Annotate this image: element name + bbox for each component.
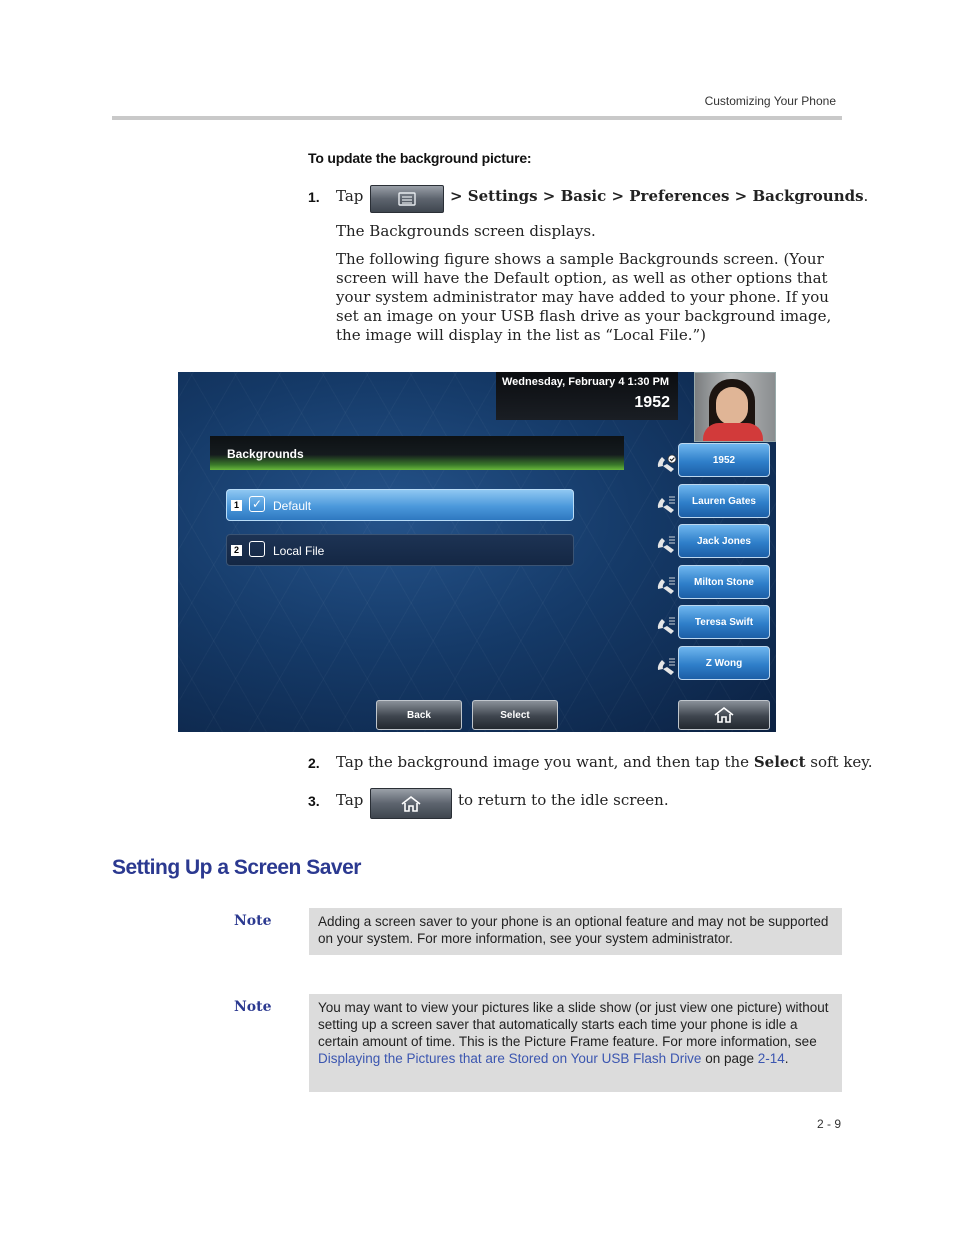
page-link[interactable]: 2-14 [757, 1051, 785, 1066]
step-3-text: to return to the idle screen. [458, 791, 669, 809]
status-date-time: Wednesday, February 4 1:30 PM [502, 376, 670, 388]
backgrounds-displays-text: The Backgrounds screen displays. [336, 222, 596, 240]
handset-icon [655, 614, 677, 636]
home-soft-key[interactable] [678, 700, 770, 730]
home-icon [713, 706, 735, 724]
line-key-lauren-gates[interactable]: Lauren Gates [678, 484, 770, 518]
home-icon [400, 795, 422, 813]
item-label: Default [273, 499, 312, 513]
handset-icon [655, 574, 677, 596]
home-button-image [370, 788, 452, 819]
procedure-title: To update the background picture: [308, 150, 532, 166]
section-heading: Setting Up a Screen Saver [112, 856, 361, 879]
background-item-default[interactable] [226, 489, 574, 521]
checkbox-checked-icon[interactable]: ✓ [249, 496, 265, 512]
line-key-z-wong[interactable]: Z Wong [678, 646, 770, 680]
menu-icon [398, 192, 416, 206]
note-text: You may want to view your pictures like a slide show (or just view one picture) without setting up a screen saver that automatically starts each time your phone is idle a certain amount of time. This is the Picture Frame feature. For more information, see [318, 1000, 829, 1049]
background-item-local-file[interactable] [226, 534, 574, 566]
header-rule [112, 116, 842, 120]
page-number: 2 - 9 [816, 1117, 841, 1131]
note-text: on page [701, 1051, 758, 1066]
note-box: Adding a screen saver to your phone is an optional feature and may not be supported on your system. For more information, see your system administrator. [309, 908, 842, 955]
step-1 [308, 187, 320, 206]
item-label: Local File [273, 544, 325, 558]
note-text: . [784, 1051, 789, 1066]
step-2-number: 2. [308, 755, 320, 771]
step-1-tap-word: Tap [336, 187, 364, 205]
step-2-text-after: soft key. [805, 753, 873, 771]
back-soft-key[interactable]: Back [376, 700, 462, 730]
note-label: Note [234, 913, 272, 929]
handset-icon [655, 493, 677, 515]
line-key-teresa-swift[interactable]: Teresa Swift [678, 605, 770, 639]
step-2 [308, 753, 320, 772]
handset-active-icon [655, 452, 677, 474]
running-head: Customizing Your Phone [704, 94, 836, 108]
contact-photo [694, 372, 776, 442]
step-2-text-before: Tap the background image you want, and then tap the [336, 753, 754, 771]
step-1-path: > Settings > Basic > Preferences > Backgrounds [450, 187, 864, 205]
usb-pictures-link[interactable]: Displaying the Pictures that are Stored on Your USB Flash Drive [318, 1051, 702, 1066]
line-key-1952[interactable]: 1952 [678, 443, 770, 477]
step-3-tap-word: Tap [336, 791, 364, 809]
note-box [309, 994, 842, 1092]
step-2-select-word: Select [753, 753, 806, 771]
select-soft-key[interactable]: Select [472, 700, 558, 730]
handset-icon [655, 655, 677, 677]
handset-icon [655, 533, 677, 555]
step-1-period: . [863, 187, 869, 205]
line-key-jack-jones[interactable]: Jack Jones [678, 524, 770, 558]
note-label: Note [234, 999, 272, 1015]
step-3 [308, 791, 320, 810]
backgrounds-screenshot [178, 372, 776, 732]
checkbox-unchecked-icon[interactable] [249, 541, 265, 557]
item-number: 1 [231, 500, 242, 511]
step-1-path-line [450, 187, 868, 206]
sample-screen-description: The following figure shows a sample Backgrounds screen. (Your screen will have the Default option, as well as other options that your system administrator may have added to your phone. If you set an image on your USB flash drive as your background image, the image will display in the list as “Local File.”) [336, 250, 832, 344]
line-key-milton-stone[interactable]: Milton Stone [678, 565, 770, 599]
step-1-number: 1. [308, 189, 320, 205]
menu-button-image [370, 185, 444, 213]
step-3-number: 3. [308, 793, 320, 809]
status-line-number: 1952 [634, 394, 670, 411]
step-2-text [336, 753, 873, 772]
status-bar [496, 372, 678, 420]
item-number: 2 [231, 545, 242, 556]
screen-title-bar: Backgrounds [210, 436, 624, 470]
